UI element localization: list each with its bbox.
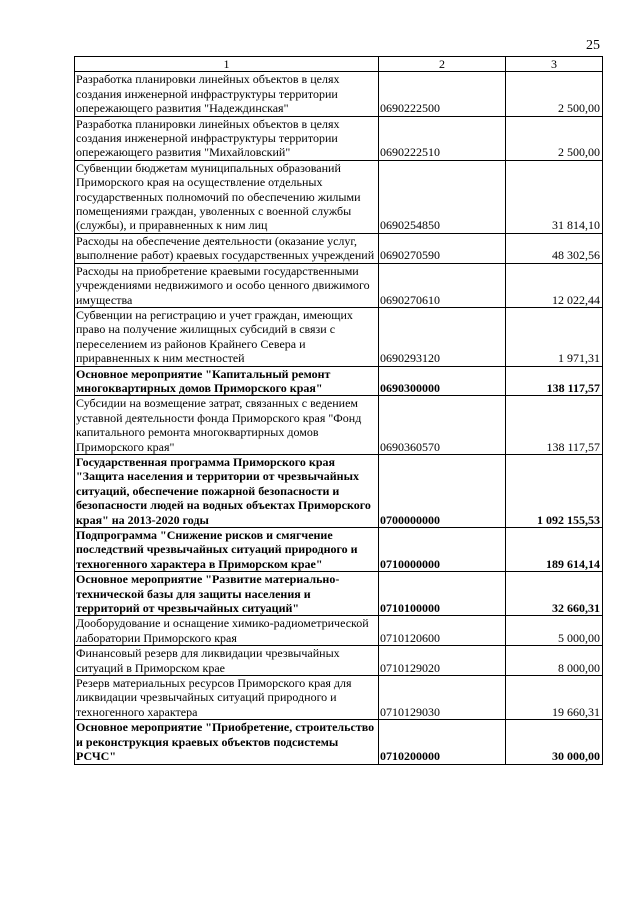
row-code: 0710000000 <box>379 528 506 572</box>
row-name: Дооборудование и оснащение химико-радиометрической лаборатории Приморского края <box>75 616 379 646</box>
row-amount: 189 614,14 <box>506 528 603 572</box>
row-name: Субвенции на регистрацию и учет граждан, имеющих право на получение жилищных субсидий в связи с переселением из районов Крайнего Севера и приравненных к ним местностей <box>75 307 379 366</box>
row-code: 0690300000 <box>379 366 506 396</box>
row-name: Субсидии на возмещение затрат, связанных с ведением уставной деятельности фонда Приморского края "Фонд капитального ремонта многоквартирных домов Приморского края" <box>75 396 379 455</box>
row-name: Разработка планировки линейных объектов в целях создания инженерной инфраструктуры территории опережающего развития "Надеждинская" <box>75 72 379 116</box>
table-row <box>75 396 603 455</box>
row-name: Основное мероприятие "Приобретение, строительство и реконструкция краевых объектов подсистемы РСЧС" <box>75 720 379 764</box>
budget-table <box>74 56 603 765</box>
row-amount: 32 660,31 <box>506 572 603 616</box>
row-amount: 5 000,00 <box>506 616 603 646</box>
row-code: 0690293120 <box>379 307 506 366</box>
column-header-amount: 3 <box>506 57 603 72</box>
table-row <box>75 160 603 233</box>
table-row <box>75 233 603 263</box>
row-amount: 31 814,10 <box>506 160 603 233</box>
row-name: Субвенции бюджетам муниципальных образований Приморского края на осуществление отдельных государственных полномочий по обеспечению жилыми помещениями граждан, уволенных с военной службы (службы), и приравненных к ним лиц <box>75 160 379 233</box>
table-row <box>75 263 603 307</box>
table-row <box>75 72 603 116</box>
row-code: 0710129020 <box>379 646 506 676</box>
row-amount: 8 000,00 <box>506 646 603 676</box>
row-name: Основное мероприятие "Развитие материально-технической базы для защиты населения и территорий от чрезвычайных ситуаций" <box>75 572 379 616</box>
column-header-code: 2 <box>379 57 506 72</box>
row-amount: 12 022,44 <box>506 263 603 307</box>
row-amount: 2 500,00 <box>506 116 603 160</box>
page-number: 25 <box>586 38 600 53</box>
row-code: 0700000000 <box>379 454 506 527</box>
row-name: Расходы на приобретение краевыми государственными учреждениями недвижимого и особо ценного движимого имущества <box>75 263 379 307</box>
table-row <box>75 676 603 720</box>
row-code: 0690360570 <box>379 396 506 455</box>
table-row <box>75 616 603 646</box>
row-name: Резерв материальных ресурсов Приморского края для ликвидации чрезвычайных ситуаций природного и техногенного характера <box>75 676 379 720</box>
table-row <box>75 528 603 572</box>
row-amount: 1 092 155,53 <box>506 454 603 527</box>
row-name: Финансовый резерв для ликвидации чрезвычайных ситуаций в Приморском крае <box>75 646 379 676</box>
table-row <box>75 307 603 366</box>
row-amount: 30 000,00 <box>506 720 603 764</box>
column-header-name: 1 <box>75 57 379 72</box>
row-name: Расходы на обеспечение деятельности (оказание услуг, выполнение работ) краевых государственных учреждений <box>75 233 379 263</box>
row-amount: 138 117,57 <box>506 366 603 396</box>
row-name: Основное мероприятие "Капитальный ремонт многоквартирных домов Приморского края" <box>75 366 379 396</box>
row-amount: 138 117,57 <box>506 396 603 455</box>
row-code: 0690222500 <box>379 72 506 116</box>
row-code: 0690254850 <box>379 160 506 233</box>
row-code: 0710129030 <box>379 676 506 720</box>
table-row <box>75 572 603 616</box>
row-amount: 2 500,00 <box>506 72 603 116</box>
row-code: 0690222510 <box>379 116 506 160</box>
table-row <box>75 646 603 676</box>
row-code: 0710200000 <box>379 720 506 764</box>
row-name: Подпрограмма "Снижение рисков и смягчение последствий чрезвычайных ситуаций природного и техногенного характера в Приморском крае" <box>75 528 379 572</box>
row-amount: 48 302,56 <box>506 233 603 263</box>
table-row <box>75 366 603 396</box>
row-amount: 1 971,31 <box>506 307 603 366</box>
row-code: 0710120600 <box>379 616 506 646</box>
row-amount: 19 660,31 <box>506 676 603 720</box>
table-row <box>75 720 603 764</box>
row-name: Государственная программа Приморского края "Защита населения и территории от чрезвычайных ситуаций, обеспечение пожарной безопасности и безопасности людей на водных объектах Приморского края" на 2013-2020 годы <box>75 454 379 527</box>
table-header-row <box>75 57 603 72</box>
table-row <box>75 116 603 160</box>
row-code: 0710100000 <box>379 572 506 616</box>
row-code: 0690270590 <box>379 233 506 263</box>
row-name: Разработка планировки линейных объектов в целях создания инженерной инфраструктуры территории опережающего развития "Михайловский" <box>75 116 379 160</box>
table-row <box>75 454 603 527</box>
row-code: 0690270610 <box>379 263 506 307</box>
